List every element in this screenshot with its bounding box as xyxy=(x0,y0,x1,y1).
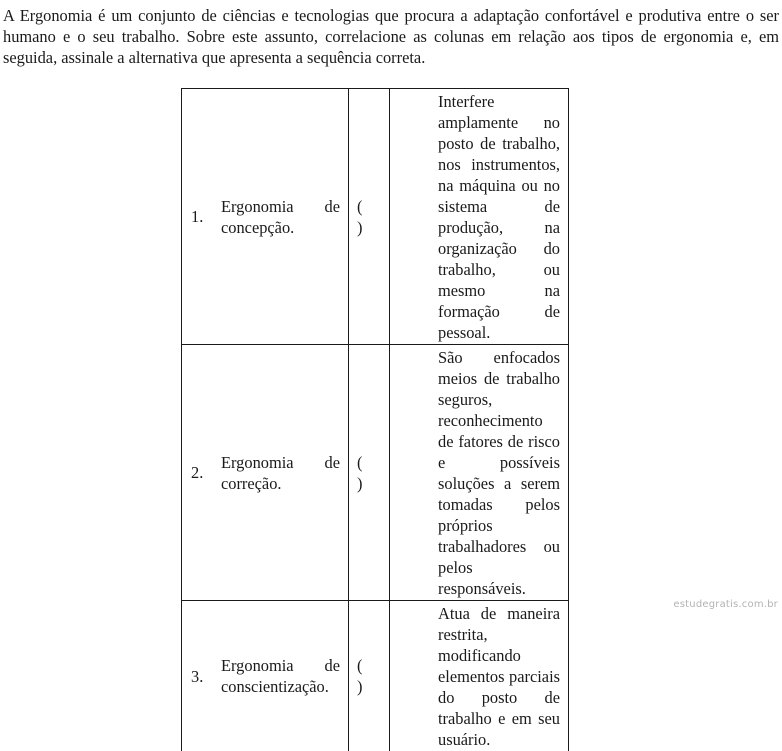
item-number: 3. xyxy=(191,666,221,687)
left-column-cell xyxy=(182,89,349,345)
left-column-cell xyxy=(182,345,349,601)
description-text: São enfocados meios de trabalho seguros, reconhecimento de fatores de risco e possíveis soluções a serem tomadas pelos próprios trabalhadores ou pelos responsáveis. xyxy=(390,345,568,600)
paren-open: ( xyxy=(357,452,389,473)
description-cell xyxy=(390,345,569,601)
description-text: Atua de maneira restrita, modificando elementos parciais do posto de trabalho e em seu usuário. xyxy=(390,601,568,751)
table-row xyxy=(182,345,569,601)
answer-blank xyxy=(349,345,390,601)
item-number: 1. xyxy=(191,206,221,227)
item-number: 2. xyxy=(191,462,221,483)
paren-open: ( xyxy=(357,196,389,217)
paren-close: ) xyxy=(357,473,389,494)
answer-blank xyxy=(349,89,390,345)
ergonomia-term: Ergonomia de correção. xyxy=(221,452,340,494)
left-column-cell xyxy=(182,601,349,751)
description-cell xyxy=(390,601,569,751)
question-text: A Ergonomia é um conjunto de ciências e tecnologias que procura a adaptação confortável e produtiva entre o ser humano e o seu trabalho. Sobre este assunto, correlacione as colunas em relação aos tipos de ergonomia e, em seguida, assinale a alternativa que apresenta a sequência correta. xyxy=(3,5,779,68)
answer-blank xyxy=(349,601,390,751)
ergonomia-term: Ergonomia de conscientização. xyxy=(221,655,340,697)
matching-table xyxy=(181,88,569,751)
table-row xyxy=(182,89,569,345)
description-cell xyxy=(390,89,569,345)
ergonomia-term: Ergonomia de concepção. xyxy=(221,196,340,238)
paren-open: ( xyxy=(357,655,389,676)
paren-close: ) xyxy=(357,676,389,697)
paren-close: ) xyxy=(357,217,389,238)
description-text: Interfere amplamente no posto de trabalho, nos instrumentos, na máquina ou no sistema de produção, na organização do trabalho, ou mesmo na formação de pessoal. xyxy=(390,89,568,344)
site-watermark: estudegratis.com.br xyxy=(673,599,778,610)
table-row xyxy=(182,601,569,751)
